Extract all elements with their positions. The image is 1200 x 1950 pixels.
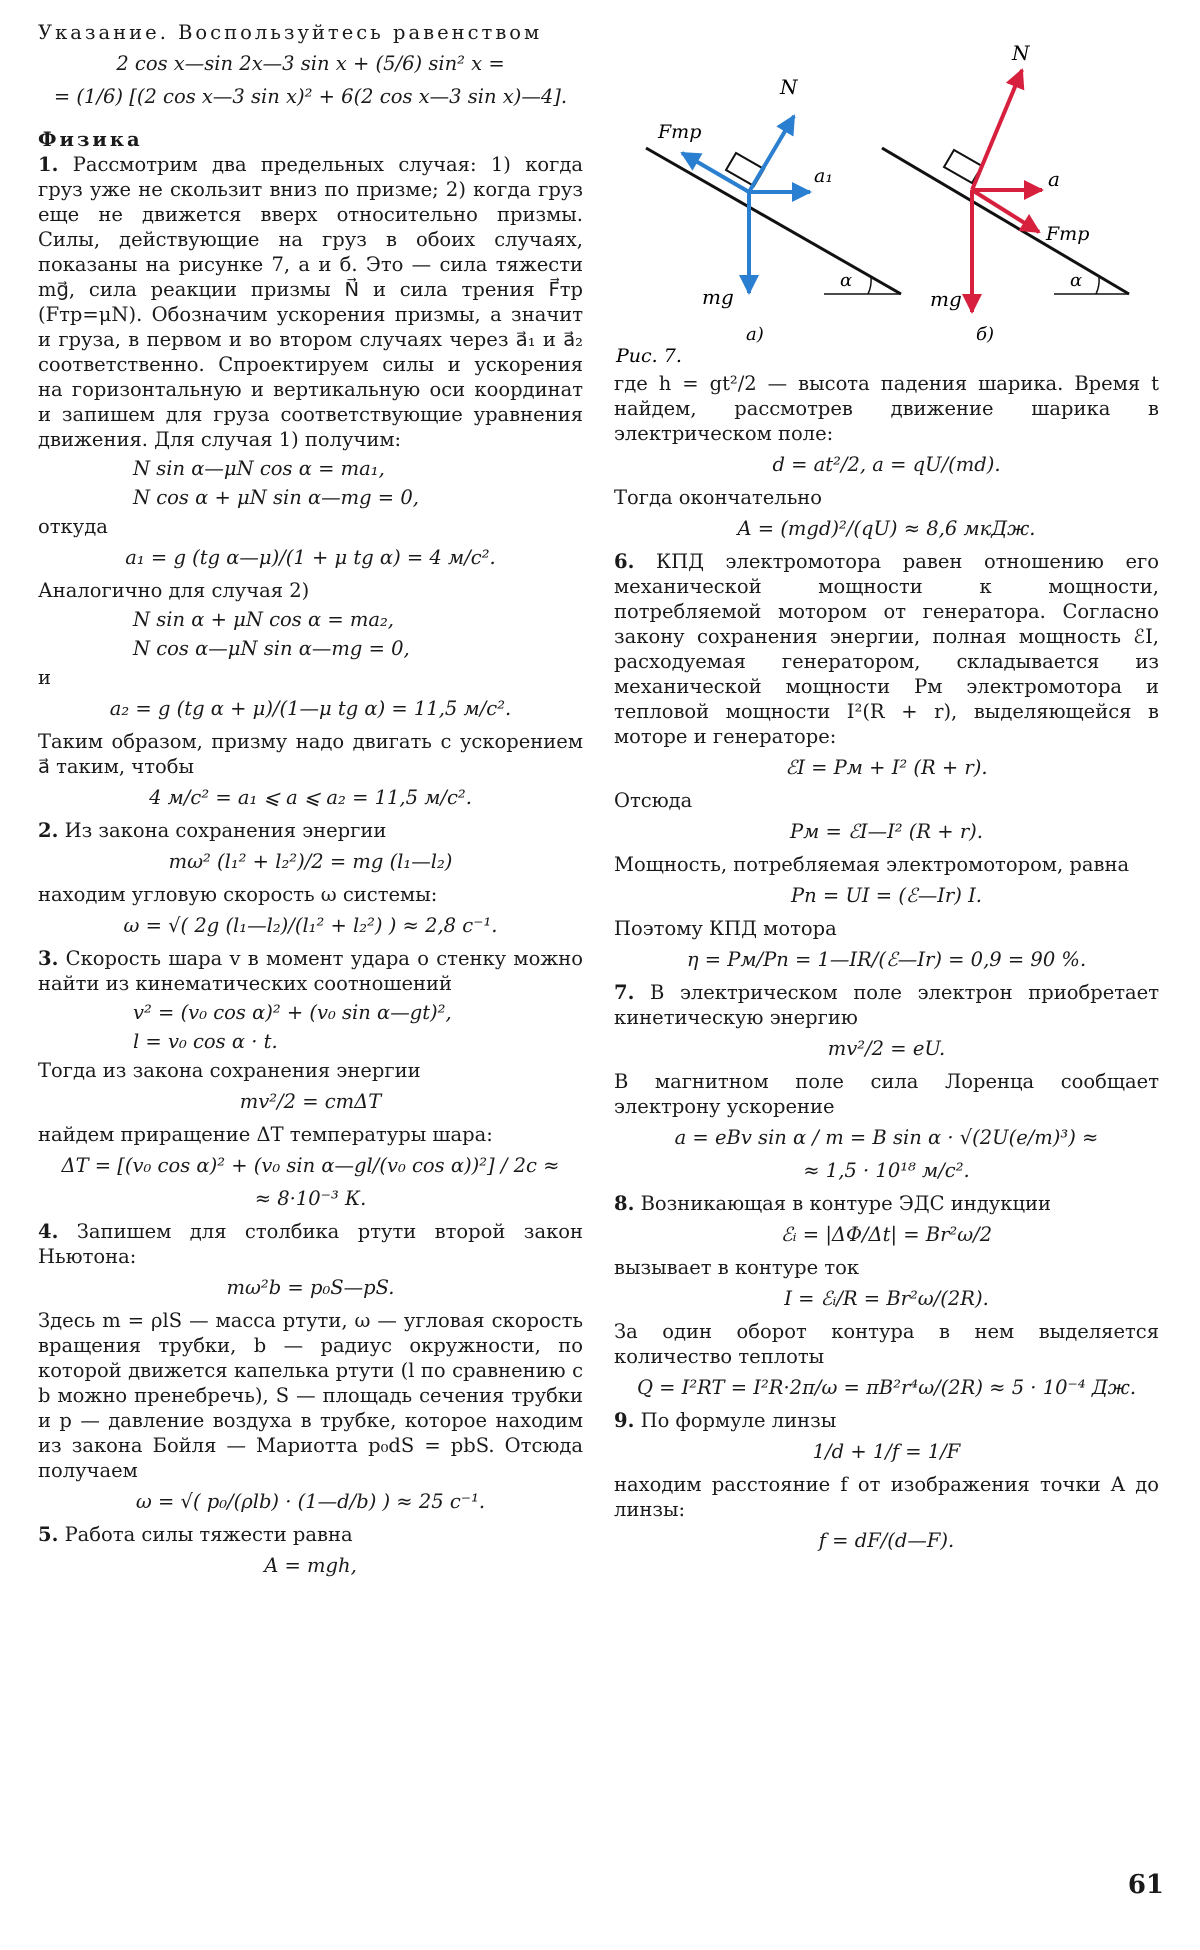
problem-1-eq-4: N sin α + μN cos α = ma₂, (133, 608, 395, 631)
problem-8-text-2: вызывает в контуре ток (614, 1256, 860, 1279)
diagram-a (646, 75, 901, 345)
problem-9-text-2: находим расстояние f от изображения точки A до линзы: (614, 1473, 1159, 1521)
problem-9-eq-1: 1/d + 1/f = 1/F (812, 1440, 961, 1463)
problem-2-text-2: находим угловую скорость ω системы: (38, 883, 438, 906)
diagram-b (882, 41, 1129, 345)
problem-2-eq-1: mω² (l₁² + l₂²)/2 = mg (l₁—l₂) (168, 850, 453, 873)
problem-1-text: 1. Рассмотрим два предельных случая: 1) когда груз уже не скользит вниз по призме; 2) когда груз еще не движется вверх относительно призмы. Силы, действующие на груз в обоих случаях, показаны на рисунке 7, а и б. Это — сила тяжести mg⃗, сила реакции призмы N⃗ и сила трения F⃗тр (Fтр=μN). Обозначим ускорения призмы, а значит и груза, в первом и во втором случаях через a⃗₁ и a⃗₂ соответственно. Спроектируем силы и ускорения на горизонтальную и вертикальную оси координат и запишем для груза соответствующие уравнения движения. Для случая 1) получим: (38, 153, 583, 451)
problem-6-eq-2: Pм = ℰI—I² (R + r). (790, 820, 983, 843)
problem-3-text-3: найдем приращение ΔT температуры шара: (38, 1123, 493, 1146)
hint-formula-1: 2 cos x—sin 2x—3 sin x + (5/6) sin² x = (116, 52, 505, 75)
label-ftr-b: Fтр (1046, 223, 1090, 245)
problem-5-text-2: где h = gt²/2 — высота падения шарика. Время t найдем, рассмотрев движение шарика в электрическом поле: (614, 372, 1159, 445)
angle-arc-b (1096, 277, 1099, 294)
angle-arc-a (868, 277, 871, 294)
problem-4-eq-1: mω²b = p₀S—pS. (226, 1276, 395, 1299)
problem-6-text-2: Мощность, потребляемая электромотором, равна (614, 853, 1130, 876)
problem-7-eq-3: ≈ 1,5 · 10¹⁸ м/с². (803, 1159, 970, 1182)
problem-1-eq-2: N cos α + μN sin α—mg = 0, (133, 486, 419, 509)
problem-2-text: 2. Из закона сохранения энергии (38, 819, 387, 842)
arrow-ftr-b (972, 190, 1039, 232)
problem-1-eq-1: N sin α—μN cos α = ma₁, (133, 457, 385, 480)
right-column (614, 20, 1159, 1561)
problem-6-number: 6. (614, 550, 635, 573)
problem-8-eq-1: ℰᵢ = |ΔΦ/Δt| = Br²ω/2 (780, 1223, 993, 1246)
label-a-b: a (1048, 167, 1060, 191)
figure-7-diagrams (614, 20, 1159, 365)
arrow-n-a (749, 116, 794, 192)
problem-4-text-2: Здесь m = ρlS — масса ртути, ω — угловая скорость вращения трубки, b — радиус окружности, по которой движется капелька ртути (l по сравнению с b можно пренебречь), S — площадь сечения трубки и p — давление воздуха в трубке, которое находим из закона Бойля — Мариотта p₀dS = pbS. Отсюда получаем (38, 1309, 583, 1482)
label-alpha-a: α (840, 270, 853, 291)
problem-3-eq-5: ≈ 8·10⁻³ К. (254, 1187, 367, 1210)
arrow-n-b (972, 70, 1022, 190)
problem-6-hence: Отсюда (614, 789, 693, 812)
problem-3-text-2: Тогда из закона сохранения энергии (38, 1059, 421, 1082)
problem-3-eq-2: l = v₀ cos α · t. (133, 1030, 278, 1053)
problem-6-eq-1: ℰI = Pм + I² (R + r). (785, 756, 988, 779)
problem-8-eq-2: I = ℰᵢ/R = Br²ω/(2R). (784, 1287, 989, 1310)
problem-5-text-3: Тогда окончательно (614, 486, 823, 509)
problem-4-text: 4. Запишем для столбика ртути второй закон Ньютона: (38, 1220, 583, 1268)
figure-caption: Рис. 7. (616, 345, 682, 365)
problem-7-text-2: В магнитном поле сила Лоренца сообщает электрону ускорение (614, 1070, 1159, 1118)
hint-text: Указание. Воспользуйтесь равенством (38, 21, 543, 44)
problem-6-text-3: Поэтому КПД мотора (614, 917, 837, 940)
problem-7-text: 7. В электрическом поле электрон приобретает кинетическую энергию (614, 981, 1159, 1029)
problem-8-text-3: За один оборот контура в нем выделяется количество теплоты (614, 1320, 1159, 1368)
problem-1-eq-5: N cos α—μN sin α—mg = 0, (133, 637, 410, 660)
problem-3-text: 3. Скорость шара v в момент удара о стенку можно найти из кинематических соотношений (38, 947, 584, 995)
problem-5-eq-3: A = (mgd)²/(qU) ≈ 8,6 мкДж. (737, 517, 1036, 540)
problem-3-eq-1: v² = (v₀ cos α)² + (v₀ sin α—gt)², (133, 1001, 452, 1024)
incline-a (646, 148, 901, 294)
problem-1-whence: откуда (38, 515, 108, 538)
problem-9-text: 9. По формуле линзы (614, 1409, 837, 1432)
problem-8-eq-3: Q = I²RT = I²R·2π/ω = πB²r⁴ω/(2R) ≈ 5 · 10⁻⁴ Дж. (636, 1376, 1137, 1399)
problem-7-eq-2: a = eBv sin α / m = B sin α · √(2U(e/m)³) ≈ (674, 1126, 1099, 1149)
problem-1-eq-6: a₂ = g (tg α + μ)/(1—μ tg α) = 11,5 м/с². (109, 697, 512, 720)
problem-7-eq-1: mv²/2 = eU. (827, 1037, 946, 1060)
problem-3-eq-3: mv²/2 = cmΔT (239, 1090, 382, 1113)
label-mg-b: mg (930, 287, 962, 311)
problem-5-eq-1: A = mgh, (264, 1554, 357, 1577)
label-mg-a: mg (702, 285, 734, 309)
problem-6-eq-3: Pп = UI = (ℰ—Ir) I. (791, 884, 982, 907)
physics-heading: Физика (38, 128, 143, 151)
problem-3-eq-4: ΔT = [(v₀ cos α)² + (v₀ sin α—gl/(v₀ cos α))²] / 2c ≈ (61, 1154, 560, 1177)
problem-4-number: 4. (38, 1220, 59, 1243)
problem-9-number: 9. (614, 1409, 635, 1432)
problem-2-eq-2: ω = √( 2g (l₁—l₂)/(l₁² + l₂²) ) ≈ 2,8 с⁻¹. (123, 914, 498, 937)
problem-3-number: 3. (38, 947, 59, 970)
problem-1-number: 1. (38, 153, 59, 176)
sublabel-b: б) (976, 324, 995, 345)
problem-4-eq-2: ω = √( p₀/(ρlb) · (1—d/b) ) ≈ 25 с⁻¹. (135, 1490, 486, 1513)
problem-1-eq-7: 4 м/с² = a₁ ⩽ a ⩽ a₂ = 11,5 м/с². (149, 786, 472, 809)
label-ftr-a: Fтр (658, 121, 702, 143)
incline-b (882, 148, 1129, 294)
problem-9-eq-2: f = dF/(d—F). (818, 1529, 955, 1552)
problem-8-text: 8. Возникающая в контуре ЭДС индукции (614, 1192, 1051, 1215)
label-n-a: N (780, 75, 798, 99)
label-alpha-b: α (1070, 270, 1083, 291)
label-n-b: N (1012, 41, 1030, 65)
problem-6-text: 6. КПД электромотора равен отношению его механической мощности к мощности, потребляемой мотором от генератора. Согласно закону сохранения энергии, полная мощность ℰI, расходуемая генератором, складывается из механической мощности Pм электромотора и тепловой мощности I²(R + r), выделяющейся в моторе и генераторе: (614, 550, 1160, 748)
problem-1-conclusion: Таким образом, призму надо двигать с ускорением a⃗ таким, чтобы (38, 730, 583, 778)
label-a1: a₁ (814, 165, 833, 187)
problem-1-similar: Аналогично для случая 2) (38, 579, 310, 602)
problem-6-eq-4: η = Pм/Pп = 1—IR/(ℰ—Ir) = 0,9 = 90 %. (686, 948, 1087, 971)
figure-7 (614, 20, 1159, 365)
page-number: 61 (1127, 1870, 1164, 1900)
problem-5-number: 5. (38, 1523, 59, 1546)
problem-5-text: 5. Работа силы тяжести равна (38, 1523, 353, 1546)
left-column (38, 20, 583, 1586)
problem-1-eq-3: a₁ = g (tg α—μ)/(1 + μ tg α) = 4 м/с². (125, 546, 496, 569)
problem-5-eq-2: d = at²/2, a = qU/(md). (772, 453, 1001, 476)
problem-2-number: 2. (38, 819, 59, 842)
problem-1-and: и (38, 666, 51, 689)
problem-7-number: 7. (614, 981, 635, 1004)
problem-8-number: 8. (614, 1192, 635, 1215)
sublabel-a: а) (746, 324, 764, 345)
hint-formula-2: = (1/6) [(2 cos x—3 sin x)² + 6(2 cos x—3 sin x)—4]. (53, 85, 568, 108)
